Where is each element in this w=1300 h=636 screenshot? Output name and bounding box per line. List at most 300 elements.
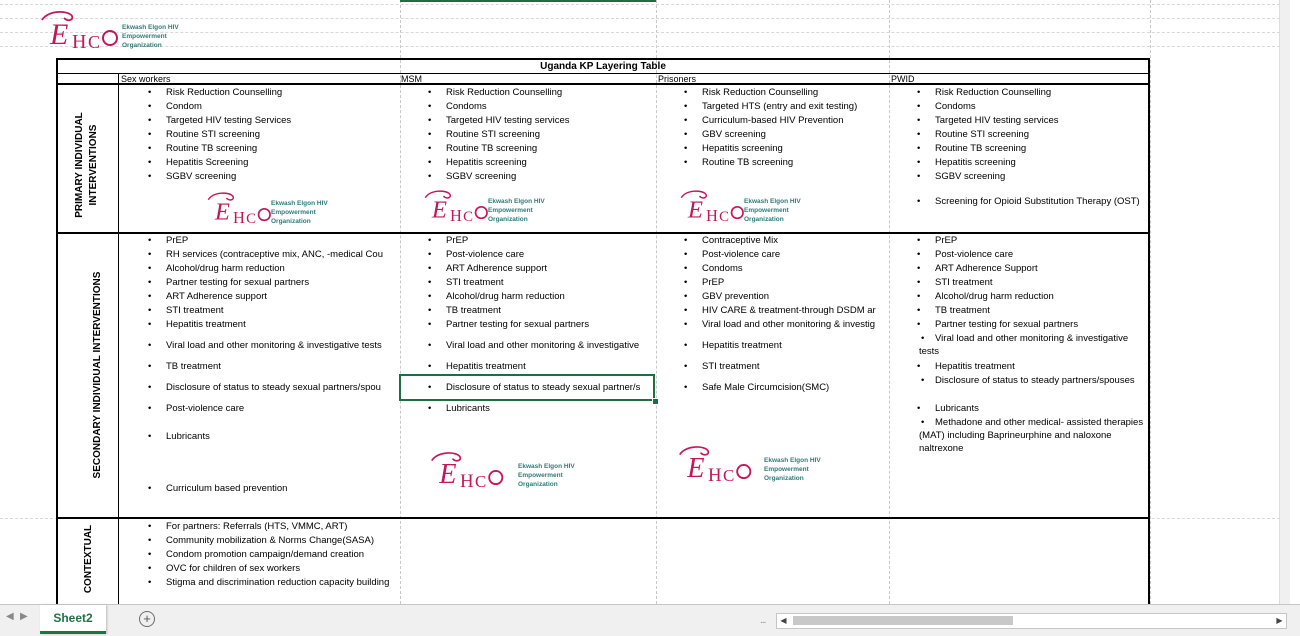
logo-text-2: Empowerment [744, 207, 789, 214]
list-item [426, 402, 656, 415]
svg-text:C: C [246, 210, 257, 227]
list-item [146, 318, 400, 331]
list-item [915, 100, 1145, 113]
item-text: Routine STI screening [935, 129, 1029, 140]
item-text: SGBV screening [935, 171, 1006, 182]
org-logo [428, 446, 588, 494]
list-item [146, 534, 446, 547]
logo-mark-icon [676, 440, 756, 488]
item-text: Curriculum-based HIV Prevention [702, 115, 844, 126]
item-text: Condoms [702, 263, 743, 274]
svg-text:E: E [439, 459, 457, 491]
bullet: • [921, 375, 925, 386]
svg-text:H: H [708, 464, 722, 486]
logo-text-2: Empowerment [488, 207, 533, 214]
row-label-primary-line1: PRIMARY INDIVIDUAL [74, 112, 85, 218]
list-item [426, 304, 656, 317]
item-text: Lubricants [935, 403, 979, 414]
bullet: • [148, 143, 152, 154]
item-text: Condoms [935, 101, 976, 112]
bullet: • [917, 87, 921, 98]
item-text: GBV screening [702, 129, 766, 140]
item-text: Routine TB screening [702, 157, 794, 168]
list-item [682, 100, 889, 113]
bullet: • [148, 291, 152, 302]
org-logo [38, 8, 198, 52]
list-item [426, 318, 656, 331]
item-text: Targeted HIV testing Services [166, 115, 292, 126]
scrollbar-thumb[interactable] [793, 616, 1013, 625]
bullet: • [917, 305, 921, 316]
bullet: • [917, 129, 921, 140]
bullet: • [917, 403, 921, 414]
bullet: • [428, 277, 432, 288]
sheet-tab-bar [0, 604, 1300, 636]
logo-text-2: Empowerment [122, 33, 167, 40]
bullet: • [917, 277, 921, 288]
bullet: • [148, 403, 152, 414]
list-item [426, 114, 656, 127]
bullet: • [428, 129, 432, 140]
logo-text-1: Ekwash Elgon HIV [518, 463, 575, 470]
bullet: • [684, 305, 688, 316]
column-header-sex-workers: Sex workers [121, 74, 171, 84]
list-item [146, 128, 400, 141]
bullet: • [428, 249, 432, 260]
add-sheet-button[interactable]: + [139, 611, 155, 627]
list-item [915, 318, 1145, 331]
logo-text-3: Organization [744, 216, 784, 223]
list-item [146, 360, 400, 373]
list-item [146, 520, 446, 533]
list-item [426, 156, 656, 169]
column-header-pwid: PWID [891, 74, 915, 84]
item-text: Disclosure of status to steady partners/spouses [935, 375, 1135, 386]
list-item [146, 170, 400, 183]
item-text: Hepatitis treatment [702, 340, 782, 351]
list-item [682, 156, 889, 169]
scroll-left-icon[interactable]: ◀ [780, 616, 787, 625]
item-text: PrEP [446, 235, 469, 246]
bullet: • [148, 171, 152, 182]
bullet: • [428, 340, 432, 351]
list-item [146, 248, 400, 261]
bullet: • [148, 563, 152, 574]
list-item [682, 290, 889, 303]
item-text: RH services (contraceptive mix, ANC, -medical Cou [166, 249, 383, 260]
item-text: ART Adherence Support [935, 263, 1038, 274]
bullet: • [148, 249, 152, 260]
bullet: • [148, 521, 152, 532]
bullet: • [428, 319, 432, 330]
list-item [426, 248, 656, 261]
bullet: • [428, 171, 432, 182]
svg-text:H: H [72, 31, 87, 52]
bullet: • [917, 361, 921, 372]
bullet: • [148, 319, 152, 330]
item-text: Hepatitis screening [446, 157, 527, 168]
svg-text:E: E [50, 18, 69, 51]
svg-text:E: E [687, 196, 703, 224]
list-item [426, 360, 656, 373]
item-text: Hepatitis screening [702, 143, 783, 154]
bullet: • [428, 291, 432, 302]
svg-text:E: E [214, 198, 230, 226]
item-text: Hepatitis treatment [166, 319, 246, 330]
list-item [426, 86, 656, 99]
svg-text:C: C [463, 208, 474, 225]
item-text: Post-violence care [446, 249, 525, 260]
svg-text:E: E [687, 453, 705, 485]
bullet: • [428, 263, 432, 274]
list-item [146, 381, 400, 394]
list-item [915, 262, 1145, 275]
bullet: • [148, 235, 152, 246]
org-logo [678, 184, 828, 228]
list-item [915, 234, 1145, 247]
list-item [915, 195, 1140, 208]
column-header-prisoners: Prisoners [658, 74, 697, 84]
logo-mark-icon [678, 184, 748, 228]
scroll-right-icon[interactable]: ▶ [1276, 616, 1283, 625]
bullet: • [148, 277, 152, 288]
bullet: • [148, 129, 152, 140]
item-text: STI treatment [935, 277, 993, 288]
list-item [426, 170, 656, 183]
list-item [915, 128, 1145, 141]
item-text: OVC for children of sex workers [166, 563, 301, 574]
bullet: • [684, 87, 688, 98]
svg-text:C: C [719, 208, 730, 225]
org-logo [422, 184, 572, 228]
list-item [682, 128, 889, 141]
table-title: Uganda KP Layering Table [540, 61, 666, 72]
list-item [915, 402, 1145, 415]
item-text: Disclosure of status to steady sexual partners/spou [166, 382, 381, 393]
list-item [915, 114, 1145, 127]
logo-text-3: Organization [518, 481, 558, 488]
item-text: Viral load and other monitoring & investigative tests [919, 333, 1129, 357]
list-item [426, 142, 656, 155]
selected-cell[interactable] [399, 374, 655, 401]
list-item [682, 304, 889, 317]
gridline [0, 4, 1290, 5]
bullet: • [921, 333, 925, 344]
item-text: Viral load and other monitoring & investig [702, 319, 876, 330]
bullet: • [148, 101, 152, 112]
list-item [915, 248, 1145, 261]
item-text: Lubricants [166, 431, 210, 442]
table-border [56, 58, 58, 604]
item-text: Partner testing for sexual partners [446, 319, 590, 330]
bullet: • [148, 263, 152, 274]
logo-text-1: Ekwash Elgon HIV [271, 200, 328, 207]
item-text: TB treatment [935, 305, 990, 316]
item-text: Targeted HIV testing services [935, 115, 1059, 126]
bullet: • [148, 549, 152, 560]
org-logo [676, 440, 836, 488]
bullet: • [148, 577, 152, 588]
bullet: • [917, 291, 921, 302]
table-border [56, 83, 1150, 85]
row-label-contextual: CONTEXTUAL [83, 524, 94, 594]
bullet: • [917, 143, 921, 154]
bullet: • [684, 382, 688, 393]
item-text: Disclosure of status to steady sexual partner/s [446, 382, 641, 393]
item-text: Post-violence care [166, 403, 245, 414]
logo-text-3: Organization [271, 218, 311, 225]
item-text: Routine TB screening [166, 143, 258, 154]
item-text: SGBV screening [446, 171, 517, 182]
list-item [915, 290, 1145, 303]
logo-text-1: Ekwash Elgon HIV [122, 24, 179, 31]
fill-handle[interactable] [652, 398, 659, 405]
list-item [426, 128, 656, 141]
item-text: Hepatitis Screening [166, 157, 249, 168]
list-item [426, 290, 656, 303]
item-text: PrEP [166, 235, 189, 246]
list-item [915, 86, 1145, 99]
item-text: Safe Male Circumcision(SMC) [702, 382, 830, 393]
list-item [682, 276, 889, 289]
gridline [889, 0, 890, 604]
table-border [56, 73, 1150, 74]
svg-text:H: H [706, 205, 718, 225]
list-item [146, 114, 400, 127]
bullet: • [428, 361, 432, 372]
list-item [146, 430, 400, 443]
list-item [682, 262, 889, 275]
logo-mark-icon [38, 8, 123, 52]
item-text: Routine STI screening [166, 129, 260, 140]
bullet: • [917, 196, 921, 207]
list-item [682, 234, 889, 247]
bullet: • [684, 129, 688, 140]
item-text: Routine STI screening [446, 129, 540, 140]
item-text: Condom promotion campaign/demand creation [166, 549, 365, 560]
item-text: HIV CARE & treatment-through DSDM ar [702, 305, 876, 316]
item-text: Condom [166, 101, 202, 112]
list-item [426, 339, 656, 352]
bullet: • [684, 340, 688, 351]
bullet: • [917, 263, 921, 274]
item-text: Viral load and other monitoring & investigative [446, 340, 640, 351]
list-item [146, 86, 400, 99]
bullet: • [148, 157, 152, 168]
item-text: Routine TB screening [935, 143, 1027, 154]
bullet: • [428, 143, 432, 154]
list-item [426, 234, 656, 247]
bullet: • [148, 361, 152, 372]
item-text: Community mobilization & Norms Change(SASA) [166, 535, 375, 546]
item-text: Risk Reduction Counselling [702, 87, 819, 98]
bullet: • [684, 249, 688, 260]
list-item [146, 290, 400, 303]
list-item [919, 416, 1145, 455]
item-text: PrEP [702, 277, 725, 288]
svg-text:H: H [233, 207, 245, 227]
list-item [682, 339, 889, 352]
item-text: Condoms [446, 101, 487, 112]
bullet: • [428, 382, 432, 393]
bullet: • [428, 87, 432, 98]
item-text: STI treatment [166, 305, 224, 316]
item-text: ART Adherence support [166, 291, 268, 302]
item-text: Post-violence care [935, 249, 1014, 260]
list-item [682, 114, 889, 127]
bullet: • [428, 115, 432, 126]
bullet: • [917, 319, 921, 330]
bullet: • [428, 157, 432, 168]
vertical-scrollbar[interactable] [1279, 0, 1290, 604]
bullet: • [148, 340, 152, 351]
bullet: • [684, 101, 688, 112]
bullet: • [684, 291, 688, 302]
bullet: • [684, 157, 688, 168]
item-text: SGBV screening [166, 171, 237, 182]
list-item [682, 142, 889, 155]
list-item [426, 262, 656, 275]
bullet: • [148, 115, 152, 126]
tab-sheet2[interactable]: Sheet2 [40, 605, 106, 634]
list-item [915, 276, 1145, 289]
item-text: Targeted HIV testing services [446, 115, 570, 126]
item-text: Viral load and other monitoring & investigative tests [166, 340, 382, 351]
list-item [915, 170, 1145, 183]
list-item [426, 276, 656, 289]
item-text: STI treatment [702, 361, 760, 372]
list-item [682, 318, 889, 331]
more-icon[interactable]: ... [760, 615, 766, 626]
bullet: • [684, 235, 688, 246]
bullet: • [917, 101, 921, 112]
item-text: Stigma and discrimination reduction capacity building [166, 577, 390, 588]
bullet: • [148, 535, 152, 546]
item-text: Screening for Opioid Substitution Therapy (OST) [935, 196, 1140, 207]
list-item [915, 142, 1145, 155]
selected-column-indicator [400, 0, 656, 2]
item-text: Contraceptive Mix [702, 235, 779, 246]
bullet: • [148, 305, 152, 316]
horizontal-scrollbar[interactable] [776, 613, 1287, 629]
bullet: • [917, 171, 921, 182]
list-item [146, 562, 446, 575]
item-text: Risk Reduction Counselling [446, 87, 563, 98]
list-item [682, 381, 889, 394]
logo-text-2: Empowerment [764, 466, 809, 473]
list-item [146, 156, 400, 169]
bullet: • [428, 305, 432, 316]
item-text: Partner testing for sexual partners [166, 277, 310, 288]
bullet: • [921, 417, 925, 428]
bullet: • [684, 319, 688, 330]
list-item [146, 234, 400, 247]
list-item [919, 374, 1145, 387]
item-text: PrEP [935, 235, 958, 246]
bullet: • [684, 277, 688, 288]
list-item [915, 360, 1145, 373]
item-text: Hepatitis screening [935, 157, 1016, 168]
logo-mark-icon [205, 186, 275, 230]
list-item [146, 548, 446, 561]
table-border [56, 517, 1150, 519]
list-item [146, 304, 400, 317]
logo-text-2: Empowerment [271, 209, 316, 216]
item-text: Hepatitis treatment [446, 361, 526, 372]
svg-text:E: E [431, 196, 447, 224]
bullet: • [917, 235, 921, 246]
bullet: • [428, 101, 432, 112]
list-item [919, 332, 1145, 358]
svg-text:C: C [723, 465, 735, 485]
list-item [915, 304, 1145, 317]
bullet: • [684, 263, 688, 274]
tab-scroll-right-icon[interactable]: ▶ [20, 611, 28, 622]
svg-text:C: C [88, 32, 101, 52]
row-label-secondary: SECONDARY INDIVIDUAL INTERVENTIONS [92, 271, 103, 479]
item-text: STI treatment [446, 277, 504, 288]
logo-mark-icon [428, 446, 508, 494]
tab-scroll-left-icon[interactable]: ◀ [6, 611, 14, 622]
bullet: • [684, 115, 688, 126]
column-header-msm: MSM [401, 74, 422, 84]
item-text: Risk Reduction Counselling [935, 87, 1052, 98]
item-text: Risk Reduction Counselling [166, 87, 283, 98]
svg-text:C: C [475, 471, 487, 491]
logo-mark-icon [422, 184, 492, 228]
list-item [146, 402, 400, 415]
item-text: GBV prevention [702, 291, 770, 302]
logo-text-3: Organization [764, 475, 804, 482]
item-text: TB treatment [446, 305, 501, 316]
bullet: • [917, 157, 921, 168]
bullet: • [148, 87, 152, 98]
item-text: Targeted HTS (entry and exit testing) [702, 101, 858, 112]
bullet: • [428, 403, 432, 414]
item-text: TB treatment [166, 361, 221, 372]
list-item [682, 360, 889, 373]
logo-text-1: Ekwash Elgon HIV [488, 198, 545, 205]
list-item [426, 100, 656, 113]
bullet: • [684, 143, 688, 154]
list-item [146, 482, 400, 495]
item-text: Alcohol/drug harm reduction [935, 291, 1054, 302]
gridline [400, 0, 401, 604]
list-item [146, 100, 400, 113]
svg-text:H: H [460, 470, 474, 492]
list-item [146, 276, 400, 289]
svg-text:H: H [450, 205, 462, 225]
bullet: • [148, 483, 152, 494]
item-text: Partner testing for sexual partners [935, 319, 1079, 330]
list-item [146, 142, 400, 155]
row-label-primary [73, 85, 101, 245]
list-item [146, 262, 400, 275]
list-item [682, 248, 889, 261]
item-text: ART Adherence support [446, 263, 548, 274]
item-text: Alcohol/drug harm reduction [166, 263, 285, 274]
item-text: Routine TB screening [446, 143, 538, 154]
org-logo [205, 186, 355, 230]
logo-text-3: Organization [122, 42, 162, 49]
list-item [915, 156, 1145, 169]
item-text: Methadone and other medical- assisted therapies (MAT) including Baprineurphine and naloxone naltrexone [919, 417, 1144, 454]
item-text: Hepatitis treatment [935, 361, 1015, 372]
item-text: For partners: Referrals (HTS, VMMC, ART) [166, 521, 348, 532]
list-item [146, 576, 446, 589]
table-border [118, 73, 119, 604]
bullet: • [917, 115, 921, 126]
